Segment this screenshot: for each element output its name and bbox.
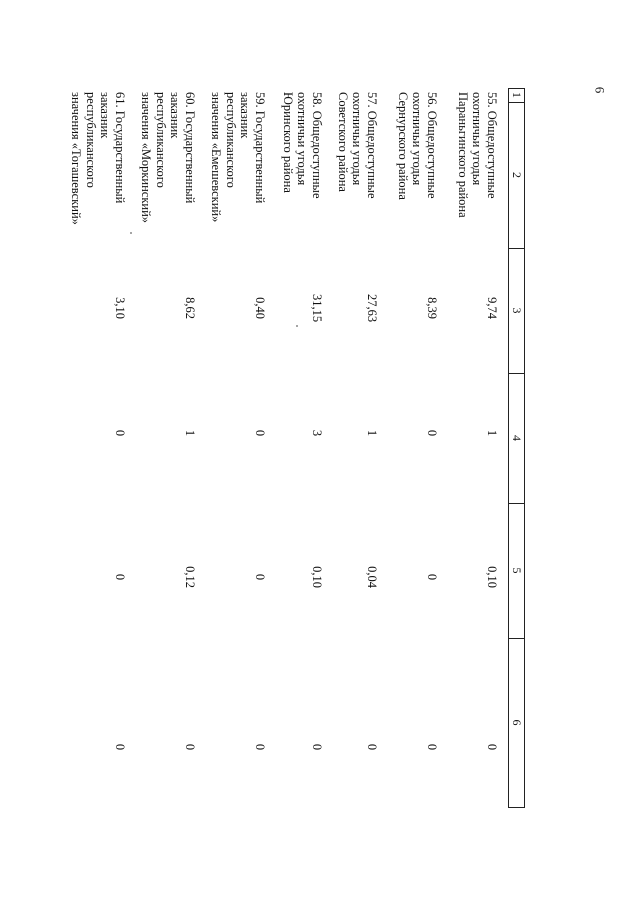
cell-density: 0: [253, 573, 267, 581]
row-name-line: значения «Тогашевский»: [69, 92, 84, 225]
cell-area: 31,15: [310, 293, 324, 323]
cell-count: 1: [485, 429, 499, 437]
cell-col6: 0: [485, 743, 499, 751]
table-top-rule: [524, 88, 525, 808]
row-name-line: значения «Емешевский»: [209, 92, 224, 223]
cell-col6: 0: [425, 743, 439, 751]
cell-area: 27,63: [365, 293, 379, 323]
cell-count: 1: [365, 429, 379, 437]
row-name-line: охотничьи угодья: [295, 92, 310, 186]
row-name-line: 61. Государственный: [113, 92, 127, 204]
row-name-line: 58. Общедоступные: [310, 92, 324, 199]
page-number: 6: [592, 86, 608, 94]
row-name-line: охотничьи угодья: [350, 92, 365, 186]
row-name-line: 56. Общедоступные: [425, 92, 439, 199]
row-name: [281, 92, 325, 242]
row-name-line: охотничьи угодья: [470, 92, 485, 186]
col-header-4: 4: [510, 435, 524, 441]
col-header-1: 1: [510, 92, 524, 98]
col-header-6: 6: [510, 719, 524, 726]
cell-density: 0,10: [485, 566, 499, 588]
row-name-line: республиканского: [154, 92, 168, 188]
cell-area: 8,39: [425, 297, 439, 319]
row-name-line: Сернурского района: [396, 92, 410, 200]
cell-area: 9,74: [485, 297, 499, 319]
row-name-line: значения «Моркинский»: [139, 92, 154, 224]
cell-col6: 0: [113, 743, 127, 751]
row-name-line: 60. Государственный: [183, 92, 197, 204]
row-name: [456, 92, 500, 242]
cell-count: 1: [183, 429, 197, 437]
cell-col6: 0: [365, 743, 379, 751]
row-name-line: Параньгинского района: [456, 92, 470, 218]
rotated-table-container: [69, 88, 525, 808]
cell-density: 0,04: [365, 566, 379, 588]
cell-count: 3: [310, 429, 324, 437]
row-name-line: заказник: [238, 92, 253, 139]
cell-col6: 0: [310, 743, 324, 751]
row-name-line: республиканского: [224, 92, 238, 188]
cell-density: 0,12: [183, 566, 197, 588]
row-name-line: охотничьи угодья: [410, 92, 425, 186]
row-name-line: заказник: [98, 92, 113, 139]
col-divider: [509, 807, 525, 808]
cell-count: 0: [113, 429, 127, 437]
row-name: [336, 92, 380, 242]
cell-area: 3,10: [113, 297, 127, 319]
col-header-3: 3: [510, 307, 524, 314]
row-name-line: 55. Общедоступные: [485, 92, 499, 199]
row-name-line: 57. Общедоступные: [365, 92, 379, 199]
row-name: [139, 92, 197, 242]
data-table: [69, 88, 525, 808]
cell-area: 8,62: [183, 297, 197, 319]
cell-count: 0: [253, 429, 267, 437]
cell-density: 0: [113, 573, 127, 581]
row-name-line: заказник: [168, 92, 183, 139]
cell-col6: 0: [183, 743, 197, 751]
col-header-2: 2: [510, 172, 524, 178]
cell-count: 0: [425, 429, 439, 437]
cell-density: 0,10: [310, 566, 324, 588]
row-name: [209, 92, 267, 242]
row-name-line: 59. Государственный: [253, 92, 267, 204]
row-name-line: республиканского: [84, 92, 98, 188]
cell-area: 0,40: [253, 297, 267, 319]
row-name-line: Советского района: [336, 92, 350, 192]
cell-density: 0: [425, 573, 439, 581]
cell-col6: 0: [253, 743, 267, 751]
row-name: [69, 92, 127, 242]
col-header-5: 5: [510, 567, 524, 574]
row-name-line: Юринского района: [281, 92, 295, 193]
row-name: [396, 92, 440, 242]
